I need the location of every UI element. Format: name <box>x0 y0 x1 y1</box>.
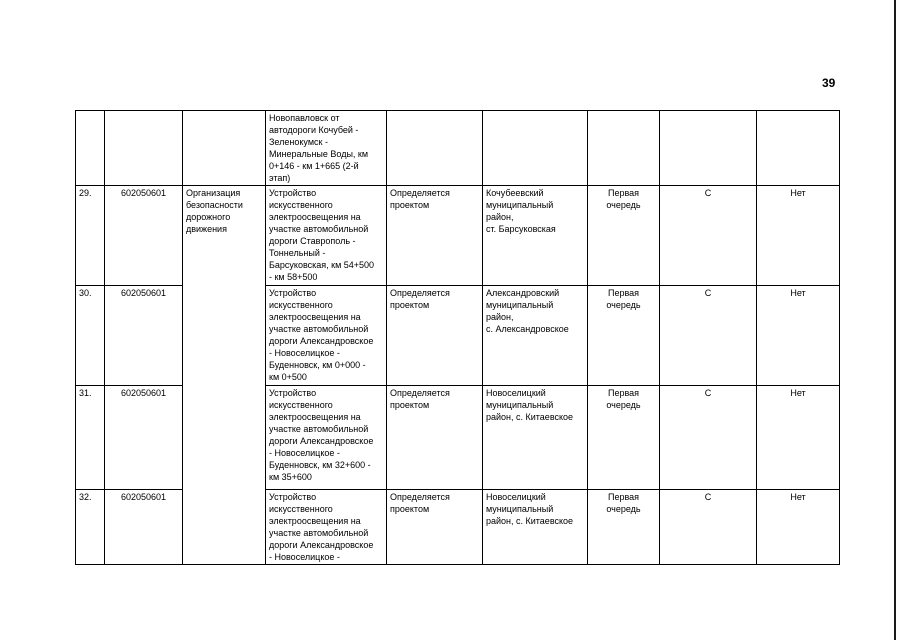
text-line: 0+146 - км 1+665 (2-й <box>269 161 359 171</box>
table-cell <box>483 111 588 186</box>
text-line: - Новоселицкое - <box>269 348 340 358</box>
text-line: - км 58+500 <box>269 272 318 282</box>
text-line: муниципальный <box>486 504 554 514</box>
row-flag: Нет <box>757 386 840 490</box>
row-priority <box>588 490 660 565</box>
text-line: Первая <box>607 188 640 198</box>
row-number: 32. <box>76 490 105 565</box>
table-cell <box>387 111 483 186</box>
category-cell <box>183 186 266 565</box>
table-cell <box>105 111 183 186</box>
row-cost <box>387 490 483 565</box>
text-line: проектом <box>390 400 430 410</box>
text-line: - Новоселицкое - <box>269 552 340 562</box>
text-line: дорожного <box>186 212 231 222</box>
text-line: км 35+600 <box>269 472 312 482</box>
row-number: 30. <box>76 286 105 386</box>
text-line: Определяется <box>390 388 450 398</box>
text-line: район, <box>486 212 514 222</box>
text-line: этап) <box>269 173 291 183</box>
text-line: электроосвещения на <box>269 212 361 222</box>
table-cell <box>76 111 105 186</box>
table-cell <box>588 111 660 186</box>
row-type: С <box>660 286 757 386</box>
page-number: 39 <box>822 76 836 90</box>
row-code: 602050601 <box>105 386 183 490</box>
text-line: проектом <box>390 504 430 514</box>
row-description <box>266 490 387 565</box>
row-location <box>483 490 588 565</box>
row-description <box>266 186 387 286</box>
text-line: Устройство <box>269 388 317 398</box>
continuation-description <box>266 111 387 186</box>
text-line: проектом <box>390 200 430 210</box>
table-cell <box>183 111 266 186</box>
text-line: Устройство <box>269 288 317 298</box>
text-line: электроосвещения на <box>269 516 361 526</box>
text-line: участке автомобильной <box>269 528 369 538</box>
text-line: дороги Александровское <box>269 336 374 346</box>
row-number: 29. <box>76 186 105 286</box>
table-row <box>76 186 840 286</box>
row-type: С <box>660 490 757 565</box>
text-line: Буденновск, км 32+600 - <box>269 460 371 470</box>
row-cost <box>387 286 483 386</box>
text-line: Новопавловск от <box>269 113 340 123</box>
text-line: ст. Барсуковская <box>486 224 556 234</box>
row-cost <box>387 386 483 490</box>
text-line: Тоннельный - <box>269 248 326 258</box>
row-flag: Нет <box>757 186 840 286</box>
text-line: Барсуковская, км 54+500 <box>269 260 375 270</box>
row-type: С <box>660 386 757 490</box>
text-line: Буденновск, км 0+000 - <box>269 360 366 370</box>
row-description <box>266 386 387 490</box>
text-line: Первая <box>607 492 640 502</box>
row-location <box>483 286 588 386</box>
text-line: Определяется <box>390 492 450 502</box>
text-line: дороги Ставрополь - <box>269 236 356 246</box>
text-line: район, с. Китаевское <box>486 412 574 422</box>
text-line: район, <box>486 312 514 322</box>
row-priority <box>588 386 660 490</box>
row-description <box>266 286 387 386</box>
text-line: автодороги Кочубей - <box>269 125 359 135</box>
text-line: муниципальный <box>486 300 554 310</box>
text-line: участке автомобильной <box>269 424 369 434</box>
text-line: искусственного <box>269 400 333 410</box>
text-line: Первая <box>607 288 640 298</box>
row-cost <box>387 186 483 286</box>
text-line: очередь <box>606 400 641 410</box>
table-row <box>76 111 840 186</box>
text-line: дороги Александровское <box>269 436 374 446</box>
row-location <box>483 186 588 286</box>
text-line: Определяется <box>390 188 450 198</box>
row-code: 602050601 <box>105 286 183 386</box>
text-line: искусственного <box>269 300 333 310</box>
text-line: электроосвещения на <box>269 412 361 422</box>
text-line: очередь <box>606 300 641 310</box>
text-line: электроосвещения на <box>269 312 361 322</box>
text-line: Зеленокумск - <box>269 137 328 147</box>
row-code: 602050601 <box>105 186 183 286</box>
row-priority <box>588 286 660 386</box>
text-line: участке автомобильной <box>269 324 369 334</box>
text-line: Определяется <box>390 288 450 298</box>
table-cell <box>660 111 757 186</box>
text-line: Устройство <box>269 492 317 502</box>
row-type: С <box>660 186 757 286</box>
text-line: безопасности <box>186 200 243 210</box>
text-line: км 0+500 <box>269 372 307 382</box>
text-line: с. Александровское <box>486 324 569 334</box>
text-line: участке автомобильной <box>269 224 369 234</box>
text-line: Организация <box>186 188 241 198</box>
row-priority <box>588 186 660 286</box>
text-line: дороги Александровское <box>269 540 374 550</box>
text-line: Кочубеевский <box>486 188 544 198</box>
text-line: Новоселицкий <box>486 492 546 502</box>
row-code: 602050601 <box>105 490 183 565</box>
row-flag: Нет <box>757 286 840 386</box>
text-line: район, с. Китаевское <box>486 516 574 526</box>
text-line: Александровский <box>486 288 560 298</box>
text-line: искусственного <box>269 504 333 514</box>
text-line: муниципальный <box>486 400 554 410</box>
text-line: движения <box>186 224 227 234</box>
projects-table <box>75 110 840 565</box>
text-line: Новоселицкий <box>486 388 546 398</box>
row-location <box>483 386 588 490</box>
text-line: - Новоселицкое - <box>269 448 340 458</box>
row-number: 31. <box>76 386 105 490</box>
text-line: искусственного <box>269 200 333 210</box>
text-line: очередь <box>606 200 641 210</box>
text-line: муниципальный <box>486 200 554 210</box>
page-edge-line <box>894 0 896 640</box>
text-line: Устройство <box>269 188 317 198</box>
text-line: проектом <box>390 300 430 310</box>
text-line: очередь <box>606 504 641 514</box>
text-line: Первая <box>607 388 640 398</box>
table-cell <box>757 111 840 186</box>
row-flag: Нет <box>757 490 840 565</box>
text-line: Минеральные Воды, км <box>269 149 369 159</box>
